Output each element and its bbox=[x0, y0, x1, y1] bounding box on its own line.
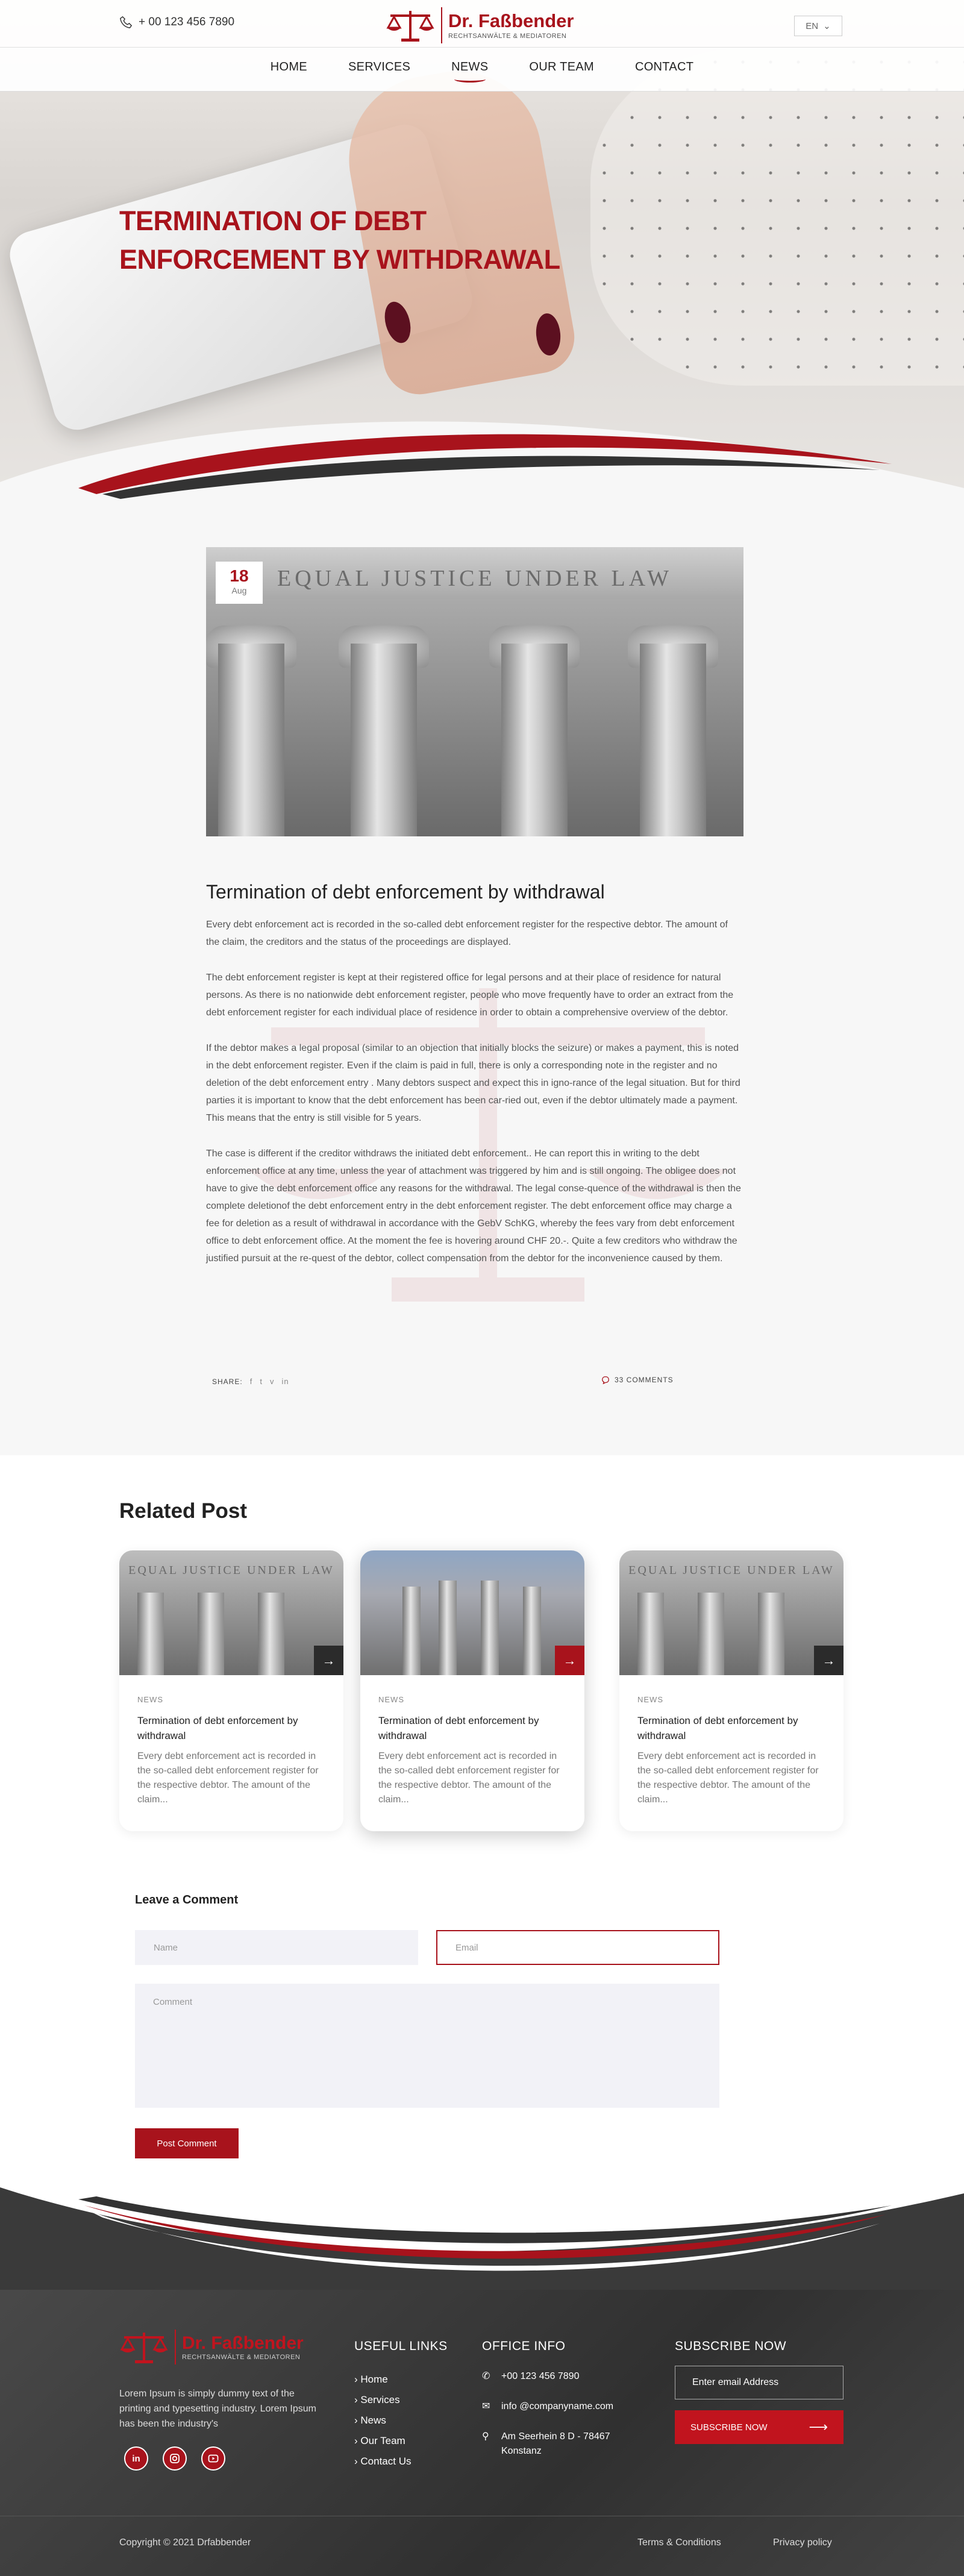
location-pin-icon: ⚲ bbox=[482, 2431, 489, 2442]
column bbox=[258, 1593, 284, 1675]
card-excerpt: Every debt enforcement act is recorded in the so-called debt enforcement register for the respective debtor. The amount of the claim... bbox=[137, 1751, 319, 1805]
nav-item-home[interactable]: HOME bbox=[270, 60, 307, 74]
footer-link-services[interactable]: › Services bbox=[354, 2390, 411, 2410]
card-image-inscription: EQUAL JUSTICE UNDER LAW bbox=[628, 1564, 834, 1577]
logo-divider bbox=[441, 7, 442, 43]
instagram-icon[interactable] bbox=[163, 2446, 187, 2471]
footer-copyright: Copyright © 2021 Drfabbender bbox=[119, 2537, 251, 2548]
article-title: Termination of debt enforcement by withdrawal bbox=[206, 881, 605, 903]
column bbox=[402, 1587, 421, 1675]
card-image-inscription: EQUAL JUSTICE UNDER LAW bbox=[128, 1564, 334, 1577]
share-label: SHARE: bbox=[212, 1377, 243, 1386]
site-footer bbox=[0, 2181, 964, 2576]
phone-icon bbox=[119, 16, 133, 29]
related-card[interactable] bbox=[119, 1550, 343, 1831]
footer-office-info bbox=[482, 2369, 613, 2474]
footer-link-our-team[interactable]: › Our Team bbox=[354, 2431, 411, 2451]
footer-subscribe-heading: SUBSCRIBE NOW bbox=[675, 2339, 787, 2353]
hero-background-pattern bbox=[590, 48, 964, 386]
footer-links-heading: USEFUL LINKS bbox=[354, 2339, 448, 2353]
hero-title bbox=[119, 202, 577, 279]
article-paragraph: The debt enforcement register is kept at their registered office for legal persons and at their place of residence for natural persons. As there is no nationwide debt enforcement register, people who move frequently have to order an extract from the debt enforcement register for each individual place of residence in order to obtain a comprehensive overview of the debtor. bbox=[206, 973, 734, 1018]
language-current: EN bbox=[806, 20, 819, 31]
article-paragraph: The case is different if the creditor withdraws the initiated debt enforcement.. He can report this in writing to the debt enforcement office at any time, unless the year of attachment was triggered by him and is still ongoing. The obligee does not have to give the debt enforcement office any reasons for the withdrawal. The legal conse-quence of the withdrawal is then the complete deletionof the debt enforcement entry in the debt enforcement register. The debt enforcement office may charge a fee for deletion as a result of withdrawal in accordance with the GebV SchKG, whereby the fees vary from debt enforcement office to debt enforcement office. At the moment the fee is hovering around CHF 20.-. Quite a few creditors who withdraw the justified pursuit at the re-quest of the debtor, collect compensation from the debtor for the inconvenience caused by them. bbox=[206, 1149, 741, 1264]
subscribe-placeholder: Enter email Address bbox=[692, 2377, 779, 2387]
language-selector[interactable] bbox=[794, 16, 842, 36]
scales-logo-icon bbox=[119, 2329, 169, 2365]
vimeo-icon[interactable]: v bbox=[269, 1377, 275, 1386]
column bbox=[640, 644, 706, 836]
related-card-image bbox=[360, 1550, 584, 1675]
card-title[interactable]: Termination of debt enforcement by withdrawal bbox=[378, 1715, 539, 1741]
hero-title-line2: ENFORCEMENT BY WITHDRAWAL bbox=[119, 244, 560, 275]
nav-item-contact[interactable]: CONTACT bbox=[634, 60, 694, 74]
article-date-badge bbox=[216, 562, 263, 604]
card-category: NEWS bbox=[137, 1695, 163, 1704]
mail-icon: ✉ bbox=[482, 2401, 490, 2411]
arrow-right-icon[interactable]: → bbox=[314, 1646, 343, 1675]
article-paragraph: If the debtor makes a legal proposal (similar to an objection that initially blocks the seizure) or makes a payment, this is noted in the debt enforcement register. Even if the claim is paid in full, there is only a corresponding note in the register and no deletion of the debt enforcement entry . Many debtors suspect and expect this in igno-rance of the legal situation. But for third parties it is important to know that the debt enforcement has been car-ried out, even if the debtor ultimately made a payment. This means that the entry is still visible for 5 years. bbox=[206, 1043, 740, 1123]
subscribe-button[interactable] bbox=[675, 2410, 844, 2444]
column bbox=[481, 1581, 499, 1675]
card-category: NEWS bbox=[378, 1695, 404, 1704]
site-header bbox=[0, 0, 964, 92]
related-heading: Related Post bbox=[119, 1499, 247, 1523]
card-title[interactable]: Termination of debt enforcement by withdrawal bbox=[137, 1715, 298, 1741]
email-input[interactable] bbox=[436, 1930, 719, 1965]
footer-about-text: Lorem Ipsum is simply dummy text of the printing and typesetting industry. Lorem Ipsum has been the industry's bbox=[119, 2389, 316, 2429]
related-card[interactable] bbox=[619, 1550, 844, 1831]
footer-link-home[interactable]: › Home bbox=[354, 2369, 411, 2390]
card-category: NEWS bbox=[637, 1695, 663, 1704]
related-card-image bbox=[619, 1550, 844, 1675]
footer-terms-link[interactable]: Terms & Conditions bbox=[637, 2537, 721, 2548]
nav-item-news[interactable]: NEWS bbox=[431, 60, 509, 74]
hero-wave bbox=[0, 392, 964, 506]
column bbox=[523, 1587, 541, 1675]
card-title[interactable]: Termination of debt enforcement by withdrawal bbox=[637, 1715, 798, 1741]
header-phone-text: + 00 123 456 7890 bbox=[139, 16, 235, 28]
column bbox=[137, 1593, 164, 1675]
arrow-right-icon[interactable]: → bbox=[555, 1646, 584, 1675]
comment-form-heading: Leave a Comment bbox=[135, 1893, 239, 1907]
name-placeholder: Name bbox=[154, 1942, 178, 1953]
header-divider bbox=[0, 47, 964, 48]
card-excerpt: Every debt enforcement act is recorded in the so-called debt enforcement register for the respective debtor. The amount of the claim... bbox=[637, 1751, 819, 1805]
footer-links bbox=[354, 2369, 411, 2472]
header-phone[interactable] bbox=[119, 16, 234, 29]
footer-link-news[interactable]: › News bbox=[354, 2410, 411, 2431]
comment-textarea[interactable] bbox=[135, 1984, 719, 2108]
subscribe-email-input[interactable] bbox=[675, 2366, 844, 2399]
office-phone-row bbox=[482, 2369, 613, 2384]
office-address-line2: Konstanz bbox=[501, 2446, 542, 2456]
comments-label: 33 COMMENTS bbox=[615, 1376, 674, 1384]
related-card[interactable] bbox=[360, 1550, 584, 1831]
logo-divider bbox=[175, 2330, 176, 2364]
office-email[interactable]: info @companyname.com bbox=[501, 2401, 614, 2411]
email-placeholder: Email bbox=[455, 1942, 478, 1953]
footer-logo[interactable] bbox=[119, 2329, 304, 2365]
main-nav bbox=[0, 60, 964, 74]
phone-icon: ✆ bbox=[482, 2371, 490, 2381]
column bbox=[351, 644, 417, 836]
twitter-icon[interactable]: t bbox=[260, 1377, 263, 1386]
article-body bbox=[206, 916, 743, 1285]
comment-bubble-icon bbox=[601, 1376, 610, 1384]
logo-brand-name: Dr. Faßbender bbox=[448, 10, 574, 31]
nav-item-our-team[interactable]: OUR TEAM bbox=[529, 60, 594, 74]
header-logo[interactable] bbox=[386, 7, 574, 43]
arrow-right-icon: ⟶ bbox=[809, 2419, 828, 2434]
footer-brand-subtitle: RECHTSANWÄLTE & MEDIATOREN bbox=[182, 2354, 301, 2361]
column bbox=[698, 1593, 724, 1675]
scales-logo-icon bbox=[386, 7, 435, 43]
nav-item-services[interactable]: SERVICES bbox=[348, 60, 411, 74]
related-card-image bbox=[119, 1550, 343, 1675]
footer-brand-name: Dr. Faßbender bbox=[182, 2333, 304, 2353]
date-day: 18 bbox=[230, 566, 249, 585]
column bbox=[439, 1581, 457, 1675]
office-address-line1: Am Seerhein 8 D - 78467 bbox=[501, 2431, 610, 2442]
card-excerpt: Every debt enforcement act is recorded in the so-called debt enforcement register for the respective debtor. The amount of the claim... bbox=[378, 1751, 560, 1805]
office-phone[interactable]: +00 123 456 7890 bbox=[501, 2371, 580, 2381]
logo-subtitle: RECHTSANWÄLTE & MEDIATOREN bbox=[448, 32, 567, 40]
footer-wave bbox=[0, 2181, 964, 2302]
office-address bbox=[501, 2430, 610, 2458]
footer-social bbox=[124, 2446, 225, 2471]
youtube-icon[interactable] bbox=[201, 2446, 225, 2471]
footer-office-heading: OFFICE INFO bbox=[482, 2339, 566, 2353]
chevron-down-icon: ⌄ bbox=[823, 21, 831, 31]
column bbox=[758, 1593, 784, 1675]
footer-link-contact-us[interactable]: › Contact Us bbox=[354, 2451, 411, 2472]
arrow-right-icon[interactable]: → bbox=[814, 1646, 844, 1675]
comments-count[interactable] bbox=[601, 1376, 674, 1384]
office-address-row bbox=[482, 2430, 613, 2458]
footer-privacy-link[interactable]: Privacy policy bbox=[773, 2537, 832, 2548]
article-feature-image bbox=[206, 547, 743, 836]
column bbox=[501, 644, 568, 836]
date-month: Aug bbox=[231, 586, 247, 595]
facebook-icon[interactable]: f bbox=[249, 1377, 253, 1386]
linkedin-icon[interactable]: in bbox=[281, 1377, 289, 1386]
name-input[interactable] bbox=[135, 1930, 418, 1965]
office-email-row bbox=[482, 2399, 613, 2414]
subscribe-button-label: SUBSCRIBE NOW bbox=[690, 2422, 768, 2433]
share-bar bbox=[212, 1377, 289, 1386]
column bbox=[198, 1593, 224, 1675]
article-paragraph: Every debt enforcement act is recorded in the so-called debt enforcement register for the respective debtor. The amount of the claim, the creditors and the status of the proceedings are displayed. bbox=[206, 920, 728, 947]
hero-title-line1: TERMINATION OF DEBT bbox=[119, 205, 427, 236]
post-comment-button[interactable]: Post Comment bbox=[135, 2128, 239, 2158]
column bbox=[218, 644, 284, 836]
feature-inscription: EQUAL JUSTICE UNDER LAW bbox=[277, 566, 672, 591]
comment-placeholder: Comment bbox=[153, 1997, 193, 2007]
column bbox=[637, 1593, 664, 1675]
linkedin-icon[interactable]: in bbox=[124, 2446, 148, 2471]
